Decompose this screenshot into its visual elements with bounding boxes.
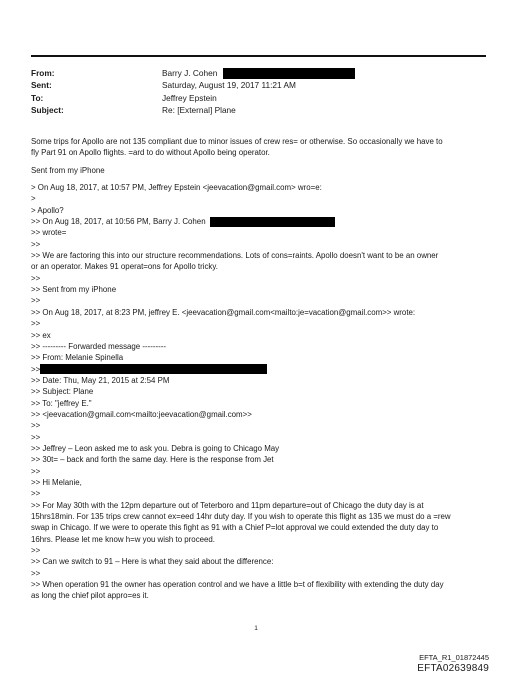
quoted-line: 16hrs. Please let me know h=w you wish to proceed. — [31, 534, 215, 544]
sent-value: Saturday, August 19, 2017 11:21 AM — [162, 80, 296, 91]
from-label: From: — [31, 68, 55, 78]
from-value — [162, 67, 355, 79]
redaction-block — [40, 364, 267, 374]
quoted-line: >> — [31, 273, 41, 283]
quoted-line: >> — [31, 489, 41, 499]
quoted-line: or an operator. Makes 91 operat=ons for Apollo tricky. — [31, 262, 218, 272]
quoted-line — [31, 216, 491, 227]
quoted-line: >> — [31, 239, 41, 249]
subject-value: Re: [External] Plane — [162, 105, 236, 116]
quoted-line: >> — [31, 546, 41, 556]
quoted-line: >> — [31, 296, 41, 306]
quoted-line: >> Subject: Plane — [31, 387, 94, 397]
quoted-line: as long the chief pilot appro=es it. — [31, 591, 149, 601]
quoted-line: >> When operation 91 the owner has operation control and we have a little b=t of flexibility with extending the duty day — [31, 580, 444, 590]
redaction-block — [210, 217, 335, 227]
redaction-block — [223, 68, 355, 79]
from-name: Barry J. Cohen — [162, 68, 218, 78]
email-header — [31, 67, 486, 117]
sent-label: Sent: — [31, 80, 52, 91]
quoted-line: >> --------- Forwarded message --------- — [31, 341, 167, 351]
quoted-line: >> Hi Melanie, — [31, 477, 82, 487]
quoted-line: >> wrote= — [31, 228, 67, 238]
quoted-line: >> On Aug 18, 2017, at 8:23 PM, jeffrey E. <jeevacation@gmail.com<mailto:je=vacation@gmail.com>> wrote: — [31, 307, 416, 317]
subject-label: Subject: — [31, 105, 64, 116]
header-rule — [31, 55, 486, 57]
quoted-line: 15hrs18min. For 135 trips crew cannot ex=eed 14hr duty day. If you wish to operate this flight as 135 we must do a =rew — [31, 512, 451, 521]
bates-number-secondary: EFTA02639849 — [417, 663, 489, 674]
to-row — [31, 92, 486, 104]
quoted-line: >> To: "jeffrey E." — [31, 398, 92, 408]
sent-row — [31, 79, 486, 91]
email-body — [31, 136, 491, 602]
quoted-line: swap in Chicago. If we were to operate this fight as 91 with a Chief P=lot approval we could extended the duty day to — [31, 523, 439, 533]
body-line: fly Part 91 on Apollo flights. =ard to do without Apollo being operator. — [31, 148, 270, 158]
quoted-line: > On Aug 18, 2017, at 10:57 PM, Jeffrey Epstein <jeevacation@gmail.com> wro=e: — [31, 183, 322, 193]
quoted-text: >> — [31, 364, 41, 374]
document-footer — [417, 653, 489, 675]
quoted-line: >> — [31, 421, 41, 431]
signature-line: Sent from my iPhone — [31, 165, 105, 175]
quoted-line: >> ex — [31, 330, 51, 340]
body-line: Some trips for Apollo are not 135 compliant due to minor issues of crew res= or otherwise. So occasionally we have to — [31, 137, 443, 146]
quoted-line: > Apollo? — [31, 205, 64, 215]
quoted-line: >> We are factoring this into our structure recommendations. Lots of cons=raints. Apollo doesn't want to be an owner — [31, 251, 439, 261]
quoted-line: >> Can we switch to 91 – Here is what they said about the difference: — [31, 557, 274, 567]
quoted-line: >> For May 30th with the 12pm departure out of Teterboro and 11pm departure=out of Chicago the duty day is at — [31, 500, 424, 510]
quoted-line — [31, 364, 491, 375]
quoted-line: >> From: Melanie Spinella — [31, 353, 124, 363]
quoted-line: >> Jeffrey – Leon asked me to ask you. Debra is going to Chicago May — [31, 443, 280, 453]
quoted-line: >> — [31, 466, 41, 476]
quoted-line: > — [31, 194, 36, 204]
to-value: Jeffrey Epstein — [162, 92, 217, 103]
quoted-line: >> 30t= – back and forth the same day. Here is the response from Jet — [31, 455, 274, 465]
from-row — [31, 67, 486, 79]
page-number: 1 — [254, 625, 258, 632]
quoted-line: >> <jeevacation@gmail.com<mailto:jeevacation@gmail.com>> — [31, 409, 252, 419]
quoted-line: >> — [31, 319, 41, 329]
bates-number-primary: EFTA_R1_01872445 — [419, 653, 489, 662]
subject-row — [31, 104, 486, 116]
quoted-line: >> — [31, 568, 41, 578]
quoted-line: >> Sent from my iPhone — [31, 285, 117, 295]
quoted-line: >> Date: Thu, May 21, 2015 at 2:54 PM — [31, 375, 170, 385]
quoted-text: >> On Aug 18, 2017, at 10:56 PM, Barry J. Cohen — [31, 217, 206, 227]
quoted-line: >> — [31, 432, 41, 442]
to-label: To: — [31, 92, 44, 103]
